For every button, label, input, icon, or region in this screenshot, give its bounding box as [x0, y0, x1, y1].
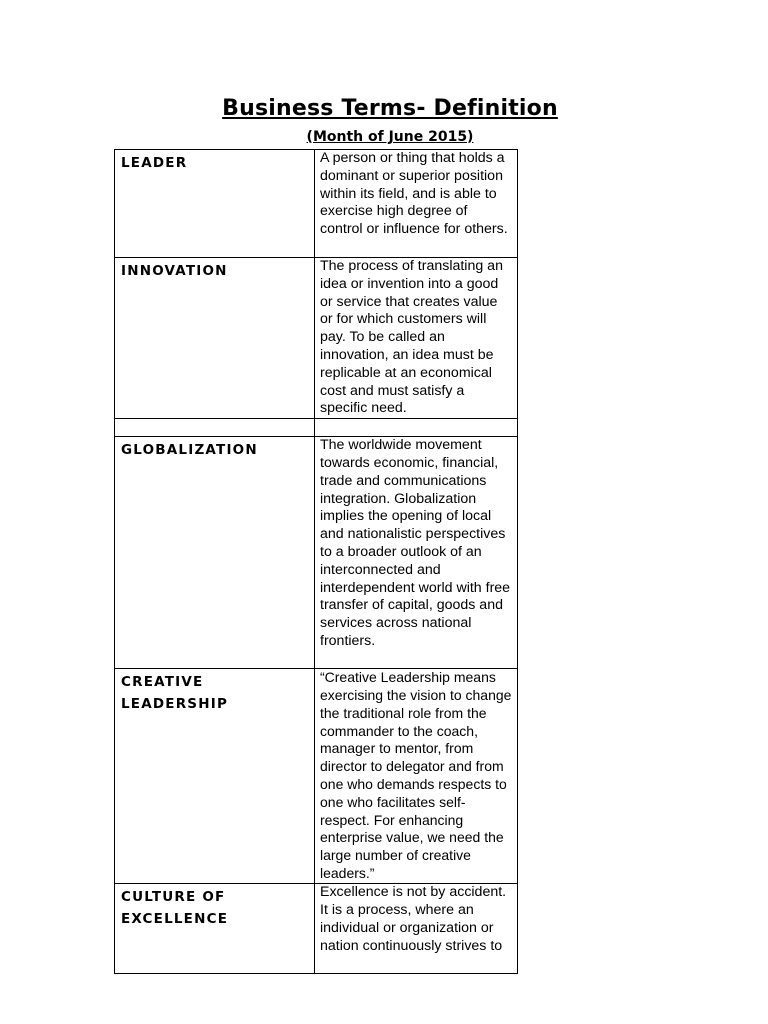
term-label: CREATIVE LEADERSHIP [121, 674, 229, 713]
definition-cell [315, 669, 518, 884]
term-cell [115, 419, 315, 437]
term-cell [115, 669, 315, 884]
document-title: Business Terms- Definition [222, 96, 558, 121]
definition-cell [315, 437, 518, 669]
definition-cell [315, 150, 518, 258]
table-row [115, 419, 518, 437]
definition-text: Excellence is not by accident. It is a process, where an individual or organization or nation continuously strives to [320, 884, 507, 954]
term-label: INNOVATION [121, 263, 228, 279]
definition-text: The process of translating an idea or invention into a good or service that creates value or for which customers will pay. To be called an innovation, an idea must be replicable at an economical cost and must satisfy a specific need. [320, 258, 503, 417]
term-cell [115, 258, 315, 419]
term-cell [115, 150, 315, 258]
term-label: GLOBALIZATION [121, 442, 258, 459]
definition-cell [315, 419, 518, 437]
table-row [115, 884, 518, 974]
term-cell [115, 437, 315, 669]
definition-text: The worldwide movement towards economic, financial, trade and communications integration. Globalization implies the opening of local and nationalistic perspectives to a broader outlook of an interconnected and interdependent world with free transfer of capital, goods and services across national frontiers. [320, 437, 511, 649]
table-row [115, 150, 518, 258]
definition-text: A person or thing that holds a dominant or superior position within its field, and is able to exercise high degree of control or influence for others. [320, 150, 508, 238]
definition-cell [315, 258, 518, 419]
term-cell [115, 884, 315, 974]
definition-text: “Creative Leadership means exercising the vision to change the traditional role from the commander to the coach, manager to mentor, from director to delegator and from one who demands respects to one who facilitates self- respect. For enhancing enterprise value, we need the large number of creative leaders.” [320, 669, 512, 881]
table-row [115, 669, 518, 884]
term-label: CULTURE OF EXCELLENCE [121, 889, 229, 928]
term-label: LEADER [121, 155, 188, 171]
table-row [115, 258, 518, 419]
terms-table [114, 149, 518, 974]
document-subtitle: (Month of June 2015) [306, 129, 474, 145]
table-row [115, 437, 518, 669]
definition-cell [315, 884, 518, 974]
